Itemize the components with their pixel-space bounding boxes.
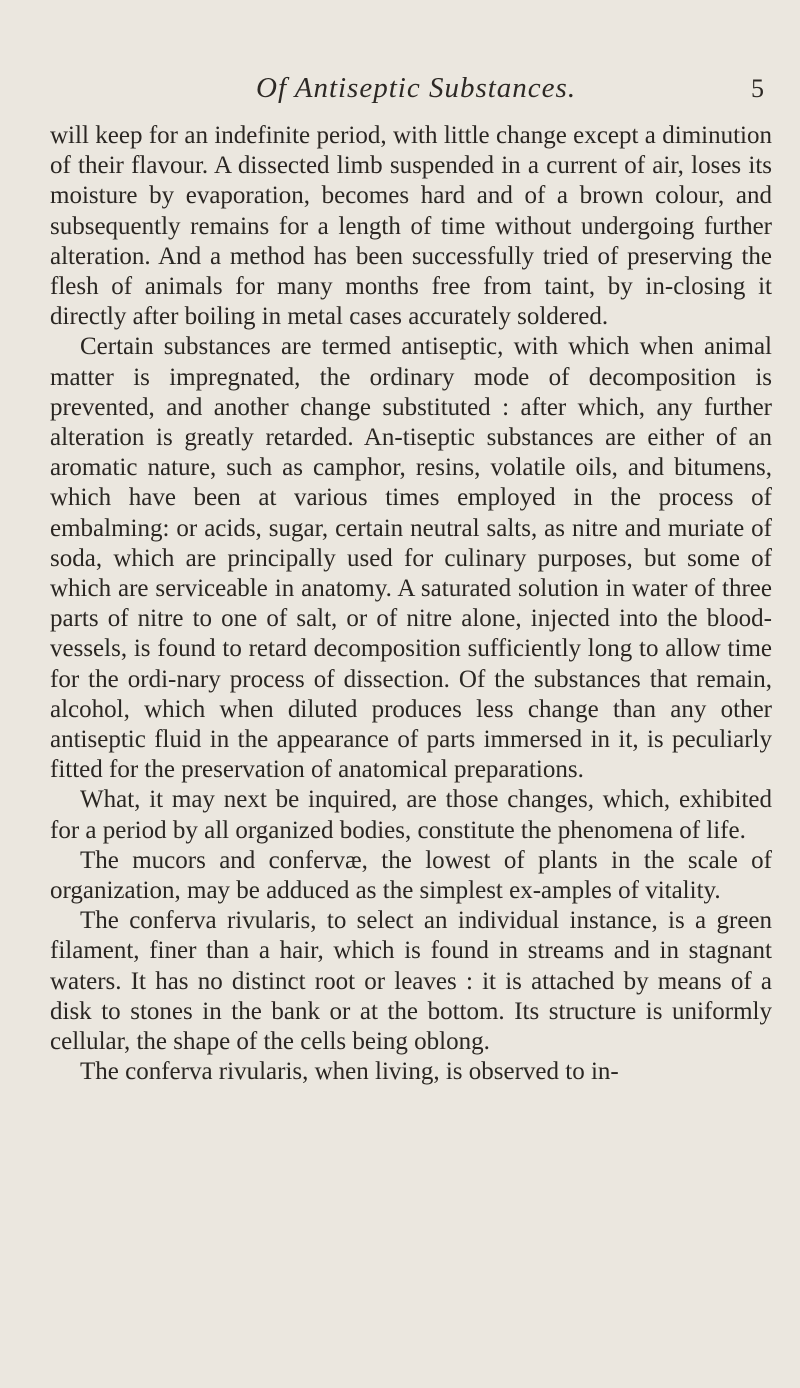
page-number: 5 bbox=[751, 74, 764, 103]
paragraph-conferva-living: The conferva rivularis, when living, is observed to in- bbox=[80, 1058, 619, 1086]
paragraph-mucors-confervae: The mucors and confervæ, the lowest of plants in the scale of organization, may be adduced as the simplest ex-amples of vitality. bbox=[50, 846, 772, 905]
paragraph-antiseptic-substances: Certain substances are termed antiseptic, with which when animal matter is impregnated, the ordinary mode of decomposition is prevented, and another change substituted : after which, any further alteration is greatly retarded. An-tiseptic substances are either of an aromatic nature, such as camphor, resins, volatile oils, and bitumens, which have been at various times employed in the process of embalming: or acids, sugar, certain neutral salts, as nitre and muriate of soda, which are principally used for culinary purposes, but some of which are serviceable in anatomy. A saturated solution in water of three parts of nitre to one of salt, or of nitre alone, injected into the blood-vessels, is found to retard decomposition sufficiently long to allow time for the ordi-nary process of dissection. Of the substances that remain, alcohol, which when diluted produces less change than any other antiseptic fluid in the appearance of parts immersed in it, is peculiarly fitted for the preservation of anatomical preparations. bbox=[50, 333, 772, 784]
body-text bbox=[50, 121, 772, 1088]
paragraph-preservation: will keep for an indefinite period, with little change except a diminution of their flavour. A dissected limb suspended in a current of air, loses its moisture by evaporation, becomes hard and of a brown colour, and subsequently remains for a length of time without undergoing further alteration. And a method has been successfully tried of preserving the flesh of animals for many months free from taint, by in-closing it directly after boiling in metal cases accurately soldered. bbox=[50, 122, 772, 331]
paragraph-conferva-description: The conferva rivularis, to select an individual instance, is a green filament, finer than a hair, which is found in streams and in stagnant waters. It has no distinct root or leaves : it is attached by means of a disk to stones in the bank or at the bottom. Its structure is uniformly cellular, the shape of the cells being oblong. bbox=[50, 907, 772, 1056]
paragraph-phenomena-of-life: What, it may next be inquired, are those changes, which, exhibited for a period by all organized bodies, constitute the phenomena of life. bbox=[50, 786, 772, 844]
running-head-title: Of Antiseptic Substances. bbox=[256, 72, 577, 104]
